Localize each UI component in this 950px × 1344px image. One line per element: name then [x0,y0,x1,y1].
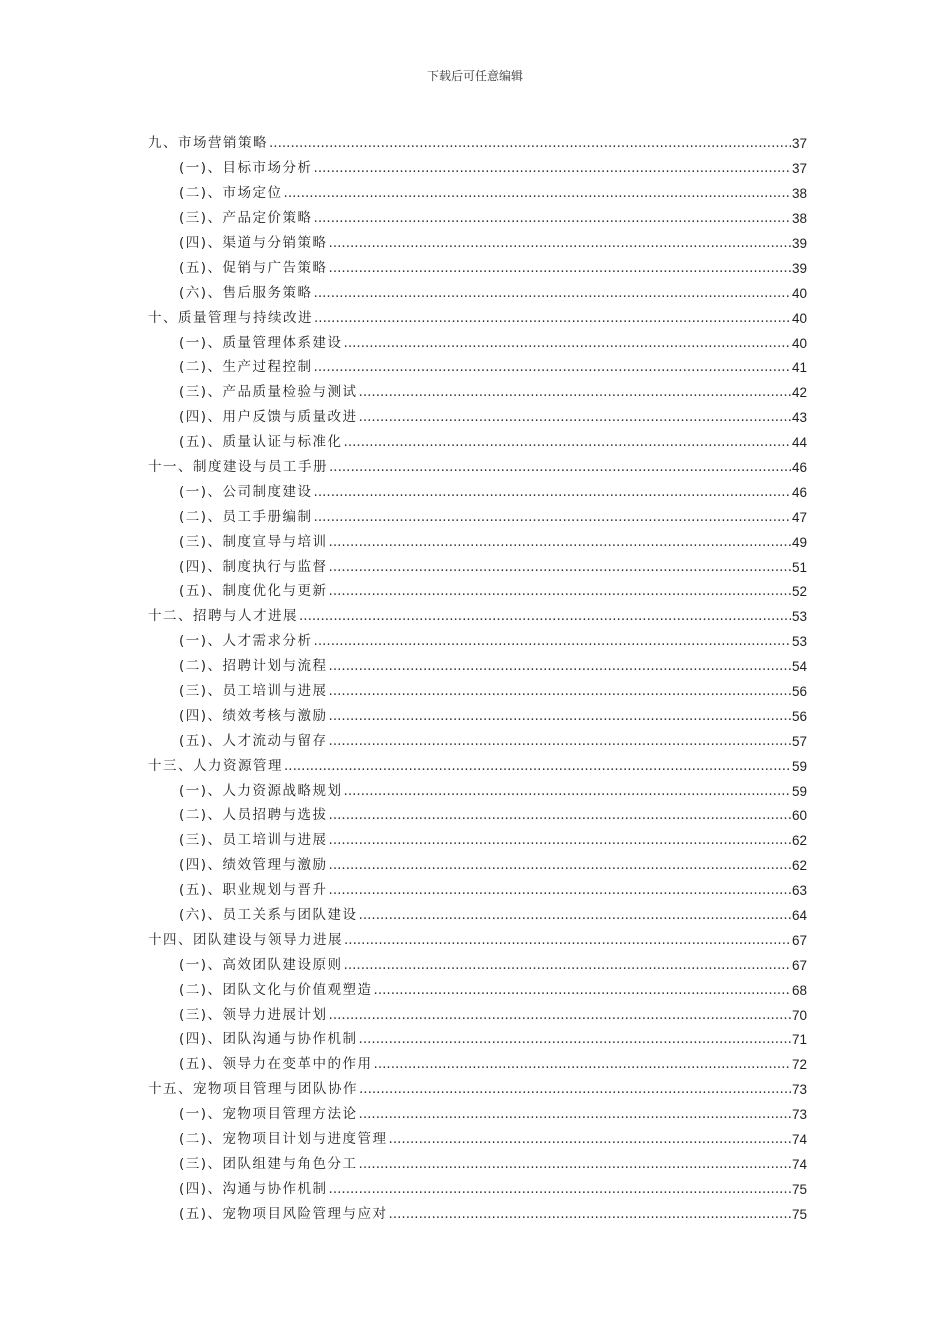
toc-entry-page-number: 72 [791,1057,807,1073]
toc-entry-title: (四)、渠道与分销策略 [179,234,328,251]
toc-entry-page-number: 71 [791,1032,807,1048]
toc-dot-leader [329,1183,791,1197]
toc-chapter-entry[interactable] [148,599,807,624]
toc-entry-title: (四)、沟通与协作机制 [179,1180,328,1197]
toc-entry-page-number: 56 [791,683,807,699]
toc-entry-page-number: 39 [791,260,807,276]
toc-entry-page-number: 62 [791,833,807,849]
toc-dot-leader [314,361,791,375]
toc-entry-title: 十四、团队建设与领导力进展 [148,931,343,948]
toc-entry-title: (一)、目标市场分析 [179,160,313,177]
toc-section-entry[interactable] [148,226,807,251]
toc-chapter-entry[interactable] [148,923,807,948]
toc-entry-title: (三)、产品质量检验与测试 [179,384,358,401]
toc-entry-title: (三)、制度宣导与培训 [179,533,328,550]
toc-section-entry[interactable] [148,1122,807,1147]
toc-entry-page-number: 73 [791,1082,807,1098]
toc-section-entry[interactable] [148,400,807,425]
toc-dot-leader [314,635,791,649]
toc-dot-leader [314,212,791,226]
toc-section-entry[interactable] [148,773,807,798]
toc-entry-page-number: 67 [791,957,807,973]
toc-section-entry[interactable] [148,1196,807,1221]
toc-entry-title: (三)、产品定价策略 [179,210,313,227]
toc-entry-page-number: 44 [791,435,807,451]
toc-entry-page-number: 59 [791,783,807,799]
toc-section-entry[interactable] [148,574,807,599]
toc-entry-title: 十、质量管理与持续改进 [148,309,313,326]
toc-entry-title: (三)、员工培训与进展 [179,832,328,849]
toc-entry-title: (二)、人员招聘与选拔 [179,807,328,824]
toc-dot-leader [329,834,791,848]
page-header: 下载后可任意编辑 [426,69,523,83]
toc-entry-page-number: 37 [791,136,807,152]
toc-section-entry[interactable] [148,898,807,923]
toc-entry-page-number: 54 [791,659,807,675]
toc-entry-page-number: 53 [791,609,807,625]
toc-dot-leader [359,909,791,923]
toc-entry-title: 十五、宠物项目管理与团队协作 [148,1081,358,1098]
toc-chapter-entry[interactable] [148,300,807,325]
toc-dot-leader [314,511,791,525]
toc-entry-page-number: 43 [791,410,807,426]
toc-entry-title: (六)、售后服务策略 [179,284,313,301]
toc-entry-page-number: 74 [791,1132,807,1148]
toc-dot-leader [314,312,791,326]
toc-dot-leader [314,162,791,176]
table-of-contents [148,126,807,1221]
toc-section-entry[interactable] [148,698,807,723]
toc-dot-leader [344,436,791,450]
toc-section-entry[interactable] [148,1097,807,1122]
toc-section-entry[interactable] [148,674,807,699]
toc-entry-title: (二)、员工手册编制 [179,508,313,525]
toc-entry-page-number: 51 [791,559,807,575]
toc-entry-title: 十一、制度建设与员工手册 [148,458,328,475]
toc-section-entry[interactable] [148,649,807,674]
toc-section-entry[interactable] [148,425,807,450]
toc-dot-leader [359,1083,791,1097]
toc-entry-page-number: 60 [791,808,807,824]
toc-dot-leader [389,1208,791,1222]
toc-entry-page-number: 47 [791,509,807,525]
toc-dot-leader [329,710,791,724]
toc-entry-page-number: 75 [791,1206,807,1222]
toc-entry-title: (二)、市场定位 [179,185,283,202]
toc-entry-page-number: 37 [791,161,807,177]
toc-section-entry[interactable] [148,798,807,823]
toc-entry-title: (一)、高效团队建设原则 [179,956,343,973]
toc-entry-title: (一)、公司制度建设 [179,483,313,500]
toc-entry-title: (五)、宠物项目风险管理与应对 [179,1205,388,1222]
toc-entry-title: (三)、领导力进展计划 [179,1006,328,1023]
toc-section-entry[interactable] [148,1147,807,1172]
toc-entry-page-number: 46 [791,459,807,475]
toc-entry-title: (五)、人才流动与留存 [179,732,328,749]
toc-dot-leader [389,1133,791,1147]
toc-dot-leader [329,685,791,699]
toc-entry-title: (五)、领导力在变革中的作用 [179,1056,373,1073]
toc-entry-title: (一)、质量管理体系建设 [179,334,343,351]
toc-entry-page-number: 57 [791,733,807,749]
toc-section-entry[interactable] [148,1022,807,1047]
toc-section-entry[interactable] [148,250,807,275]
toc-entry-title: (二)、团队文化与价值观塑造 [179,981,373,998]
toc-entry-title: (五)、质量认证与标准化 [179,434,343,451]
toc-chapter-entry[interactable] [148,126,807,151]
toc-dot-leader [299,610,791,624]
toc-dot-leader [329,735,791,749]
toc-section-entry[interactable] [148,524,807,549]
toc-entry-title: (四)、团队沟通与协作机制 [179,1031,358,1048]
toc-dot-leader [284,187,791,201]
toc-entry-title: 十三、人力资源管理 [148,757,283,774]
toc-section-entry[interactable] [148,549,807,574]
toc-entry-page-number: 38 [791,211,807,227]
toc-entry-title: (一)、宠物项目管理方法论 [179,1106,358,1123]
toc-dot-leader [329,561,791,575]
toc-entry-page-number: 39 [791,235,807,251]
toc-dot-leader [359,411,791,425]
toc-dot-leader [329,262,791,276]
toc-entry-page-number: 52 [791,584,807,600]
toc-entry-title: (五)、职业规划与晋升 [179,882,328,899]
toc-dot-leader [329,1009,791,1023]
toc-entry-title: (四)、绩效管理与激励 [179,857,328,874]
toc-chapter-entry[interactable] [148,450,807,475]
toc-entry-title: (四)、制度执行与监督 [179,558,328,575]
toc-entry-page-number: 73 [791,1107,807,1123]
toc-entry-page-number: 74 [791,1156,807,1172]
toc-entry-page-number: 40 [791,310,807,326]
toc-dot-leader [329,859,791,873]
toc-entry-title: (二)、生产过程控制 [179,359,313,376]
toc-chapter-entry[interactable] [148,748,807,773]
toc-section-entry[interactable] [148,624,807,649]
toc-entry-title: (四)、用户反馈与质量改进 [179,409,358,426]
toc-entry-title: (一)、人力资源战略规划 [179,782,343,799]
toc-entry-page-number: 41 [791,360,807,376]
toc-dot-leader [329,461,791,475]
toc-chapter-entry[interactable] [148,1072,807,1097]
toc-dot-leader [329,585,791,599]
toc-section-entry[interactable] [148,873,807,898]
toc-entry-title: 十二、招聘与人才进展 [148,608,298,625]
toc-dot-leader [329,237,791,251]
toc-dot-leader [359,386,791,400]
toc-section-entry[interactable] [148,723,807,748]
toc-section-entry[interactable] [148,499,807,524]
toc-section-entry[interactable] [148,375,807,400]
toc-section-entry[interactable] [148,1047,807,1072]
toc-entry-title: (四)、绩效考核与激励 [179,707,328,724]
toc-entry-page-number: 62 [791,858,807,874]
toc-entry-page-number: 42 [791,385,807,401]
toc-dot-leader [344,959,791,973]
toc-section-entry[interactable] [148,176,807,201]
toc-entry-title: (三)、员工培训与进展 [179,682,328,699]
toc-entry-page-number: 59 [791,758,807,774]
toc-entry-title: (二)、宠物项目计划与进度管理 [179,1131,388,1148]
toc-dot-leader [329,884,791,898]
toc-section-entry[interactable] [148,151,807,176]
toc-dot-leader [344,934,791,948]
toc-dot-leader [374,1058,791,1072]
toc-entry-page-number: 40 [791,285,807,301]
toc-entry-page-number: 56 [791,708,807,724]
toc-entry-title: (三)、团队组建与角色分工 [179,1155,358,1172]
toc-entry-page-number: 38 [791,186,807,202]
toc-dot-leader [329,536,791,550]
toc-dot-leader [344,785,791,799]
toc-section-entry[interactable] [148,275,807,300]
toc-section-entry[interactable] [148,201,807,226]
toc-dot-leader [314,287,791,301]
toc-dot-leader [374,984,791,998]
toc-entry-page-number: 53 [791,634,807,650]
toc-entry-page-number: 75 [791,1181,807,1197]
toc-dot-leader [269,137,791,151]
toc-entry-page-number: 70 [791,1007,807,1023]
toc-section-entry[interactable] [148,947,807,972]
toc-entry-page-number: 63 [791,883,807,899]
toc-section-entry[interactable] [148,350,807,375]
toc-section-entry[interactable] [148,474,807,499]
toc-dot-leader [359,1033,791,1047]
toc-entry-title: 九、市场营销策略 [148,135,268,152]
toc-section-entry[interactable] [148,972,807,997]
toc-entry-page-number: 64 [791,908,807,923]
toc-section-entry[interactable] [148,823,807,848]
toc-entry-title: (六)、员工关系与团队建设 [179,907,358,923]
toc-dot-leader [284,760,791,774]
toc-section-entry[interactable] [148,325,807,350]
toc-dot-leader [329,660,791,674]
toc-dot-leader [359,1108,791,1122]
toc-section-entry[interactable] [148,1171,807,1196]
toc-dot-leader [329,809,791,823]
toc-entry-page-number: 68 [791,982,807,998]
toc-section-entry[interactable] [148,997,807,1022]
toc-dot-leader [314,486,791,500]
toc-entry-page-number: 49 [791,534,807,550]
toc-entry-title: (五)、促销与广告策略 [179,259,328,276]
toc-entry-page-number: 40 [791,335,807,351]
toc-entry-title: (一)、人才需求分析 [179,633,313,650]
toc-entry-page-number: 67 [791,932,807,948]
toc-entry-title: (五)、制度优化与更新 [179,583,328,600]
toc-entry-title: (二)、招聘计划与流程 [179,658,328,675]
toc-entry-page-number: 46 [791,484,807,500]
toc-dot-leader [344,337,791,351]
toc-section-entry[interactable] [148,848,807,873]
toc-dot-leader [359,1158,791,1172]
